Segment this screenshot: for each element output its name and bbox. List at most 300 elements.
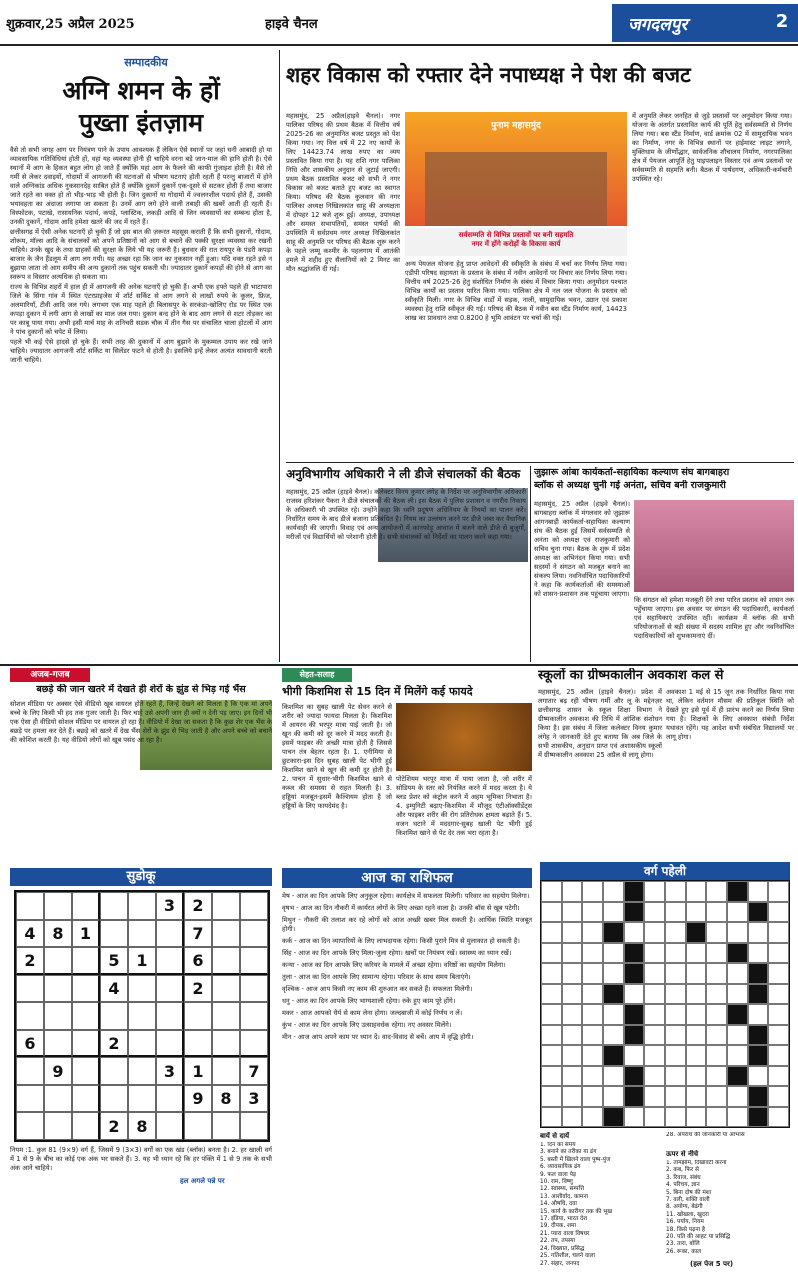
crossword-cell[interactable] xyxy=(686,1004,707,1025)
crossword-cell[interactable] xyxy=(644,1025,665,1046)
crossword-clue: 24. विख्यात, प्रसिद्ध xyxy=(540,1245,585,1252)
ajab-body: सोशल मीडिया पर अक्सर ऐसे वीडियो खूब वायरल होते रहते हैं, जिन्हें देखने को मिलता है कि एक मां अपने बच्चे के लिए किसी भी हद तक गुजर जाती है। फिर चाहे उसे अपनी जान ही क्यों न देनी पड़ जाए। इन दिनों भी एक ऐसा ही वीडियो सोशल मीडिया पर वायरल हो रहा है। वीडियो में देखा जा सकता है कि कुछ शेर एक भैंस के बछड़े पर हमला कर देते हैं। बछड़े को खतरे में देख भैंस शेरों के झुंड से भिड़ जाती है और अपने बच्चे को बचाने की कोशिश करती है। यह वीडियो लोगों को खूब पसंद आ रहा है। xyxy=(10,700,272,744)
crossword-clue: 3. बनाने का तरीका या ढंग xyxy=(540,1149,597,1156)
crossword-clue: 27. संहार, जनपद xyxy=(540,1260,580,1267)
crossword-cell[interactable] xyxy=(541,1086,562,1107)
crossword-cell[interactable] xyxy=(603,922,624,943)
rashifal-item: धनु - आज का दिन आपके लिए भाग्यशाली रहेगा। रुके हुए काम पूरे होंगे। xyxy=(282,997,456,1005)
crossword-cell[interactable] xyxy=(562,1066,583,1087)
editorial-body xyxy=(10,146,272,646)
sudoku-cell: 3 xyxy=(156,892,184,920)
sudoku-cell: 8 xyxy=(44,920,72,948)
crossword-cell[interactable] xyxy=(541,1025,562,1046)
crossword-cell[interactable] xyxy=(582,984,603,1005)
sudoku-cell xyxy=(72,1112,100,1140)
crossword-cell[interactable] xyxy=(582,902,603,923)
crossword-cell[interactable] xyxy=(727,1066,748,1087)
crossword-clue: 18. किसे पढ़ना है xyxy=(666,1226,705,1233)
sudoku-cell xyxy=(72,975,100,1003)
crossword-cell[interactable] xyxy=(706,1066,727,1087)
sudoku-cell xyxy=(128,1002,156,1030)
issue-date: शुक्रवार,25 अप्रैल 2025 xyxy=(6,17,135,32)
sudoku-cell xyxy=(212,975,240,1003)
crossword-cell[interactable] xyxy=(582,963,603,984)
crossword-clue: 12. स्वास्थ्य, सम्पत्ति xyxy=(540,1186,585,1193)
crossword-cell[interactable] xyxy=(624,1004,645,1025)
sudoku-cell xyxy=(184,1002,212,1030)
crossword-cell[interactable] xyxy=(603,1025,624,1046)
crossword-cell[interactable] xyxy=(644,943,665,964)
rashifal-label: आज का राशिफल xyxy=(282,868,532,888)
rashifal-item: मकर - आज आपको धैर्य से काम लेना होगा। जल्दबाजी में कोई निर्णय न लें। xyxy=(282,1009,463,1017)
crossword-cell[interactable] xyxy=(686,1086,707,1107)
sudoku-cell xyxy=(16,1057,44,1085)
sudoku-cell xyxy=(72,1030,100,1058)
sudoku-cell xyxy=(72,1057,100,1085)
crossword-cell[interactable] xyxy=(644,963,665,984)
crossword-cell[interactable] xyxy=(665,1107,686,1128)
raisin-photo xyxy=(396,703,532,771)
sudoku-cell xyxy=(72,947,100,975)
rashifal-item: मेष - आज का दिन आपके लिए अनुकूल रहेगा। कार्यक्षेत्र में सफलता मिलेगी। परिवार का सहयोग मिलेगा। xyxy=(282,892,530,900)
sudoku-cell xyxy=(156,1085,184,1113)
crossword-cell[interactable] xyxy=(603,1086,624,1107)
cw-right-top-clues xyxy=(666,1132,794,1148)
sudoku-cell xyxy=(184,1030,212,1058)
rashifal-item: मीन - आज आप अपने काम पर ध्यान दें। वाद-विवाद से बचें। आय में वृद्धि होगी। xyxy=(282,1033,474,1041)
crossword-cell[interactable] xyxy=(562,963,583,984)
sudoku-cell xyxy=(156,1002,184,1030)
sudoku-cell: 4 xyxy=(100,975,128,1003)
crossword-cell[interactable] xyxy=(665,1066,686,1087)
crossword-cell[interactable] xyxy=(562,1025,583,1046)
jusuk-body: महासमुंद, 25 अप्रैल (हाइवे चैनल)। बागबाहरा ब्लॉक में मंगलवार को जुझारू आंगनबाड़ी कार्यकर्ता-सहायिका कल्याण संघ की बैठक हुई जिसमें सर्वसम्मति से अनंता को अध्यक्ष एवं राजकुमारी को सचिव चुना गया। बैठक के शुरू में प्रदेश अध्यक्ष का अभिनंदन किया गया। सभी सदस्यों ने संगठन को मजबूत बनाने का संकल्प लिया। नवनिर्वाचित पदाधिकारियों ने कहा कि कार्यकर्ताओं की समस्याओं को शासन-प्रशासन तक पहुंचाया जाएगा। xyxy=(534,500,630,598)
crossword-cell[interactable] xyxy=(624,922,645,943)
crossword-cell[interactable] xyxy=(644,984,665,1005)
crossword-cell[interactable] xyxy=(706,984,727,1005)
city-name: जगदलपुर xyxy=(612,4,798,42)
sudoku-cell xyxy=(72,1002,100,1030)
crossword-cell[interactable] xyxy=(644,1045,665,1066)
crossword-cell[interactable] xyxy=(665,922,686,943)
sudoku-cell: 8 xyxy=(128,1112,156,1140)
sudoku-cell xyxy=(156,975,184,1003)
sudoku-cell: 1 xyxy=(184,1057,212,1085)
rashifal-item: मिथुन - नौकरी की तलाश कर रहे लोगों को आज अच्छी खबर मिल सकती है। आर्थिक स्थिति मजबूत होगी। xyxy=(282,916,532,933)
crossword-cell[interactable] xyxy=(768,902,789,923)
jusuk-body-2: कि संगठन को हमेशा मजबूती देंगे तथा पारित प्रस्ताव को शासन तक पहुँचाया जाएगा। इस अवसर पर संगठन की पदाधिकारी, कार्यकर्ता एवं सहायिकाएं उपस्थित रहीं। कार्यक्रम में ब्लॉक की सभी परियोजनाओं से बड़ी संख्या में सदस्य शामिल हुए और नवनिर्वाचित पदाधिकारियों को शुभकामनाएं दीं। xyxy=(634,596,794,640)
crossword-cell[interactable] xyxy=(541,1004,562,1025)
crossword-cell[interactable] xyxy=(624,943,645,964)
crossword-cell[interactable] xyxy=(541,943,562,964)
crossword-cell[interactable] xyxy=(624,1045,645,1066)
crossword-cell[interactable] xyxy=(541,963,562,984)
people-figure xyxy=(425,152,607,226)
crossword-clue: 4. परिचय, ज्ञान xyxy=(666,1182,700,1189)
page-number: 2 xyxy=(766,4,798,42)
crossword-cell[interactable] xyxy=(603,963,624,984)
sudoku-cell xyxy=(240,892,268,920)
crossword-cell[interactable] xyxy=(727,1004,748,1025)
crossword-clue: 13. आशीर्वाद, कामना xyxy=(540,1193,589,1200)
crossword-cell[interactable] xyxy=(768,922,789,943)
crossword-cell[interactable] xyxy=(665,1004,686,1025)
sudoku-cell xyxy=(212,892,240,920)
crossword-cell[interactable] xyxy=(603,1045,624,1066)
section-rule xyxy=(0,664,798,666)
rashifal-item: तुला - आज का दिन आपके लिए सामान्य रहेगा। परिवार के साथ समय बिताएंगे। xyxy=(282,973,471,981)
lead-photo-banner: पुनाम महासमुंद xyxy=(491,121,541,131)
crossword-cell[interactable] xyxy=(748,1025,769,1046)
editorial-title-1: अग्नि शमन के हों xyxy=(62,76,220,105)
lead-caption xyxy=(405,228,627,256)
crossword-clue: 25. गतिशील, चलने वाला xyxy=(540,1253,596,1260)
editorial-label: सम्पादकीय xyxy=(124,56,168,69)
crossword-cell[interactable] xyxy=(686,922,707,943)
crossword-clue: 5. बिना दोष की मंशा xyxy=(666,1189,712,1196)
sudoku-cell xyxy=(128,892,156,920)
crossword-cell[interactable] xyxy=(748,1066,769,1087)
crossword-cell[interactable] xyxy=(624,963,645,984)
sudoku-cell: 2 xyxy=(100,1112,128,1140)
crossword-cell[interactable] xyxy=(562,1107,583,1128)
sudoku-cell xyxy=(16,1002,44,1030)
rashifal-item: कुंभ - आज का दिन आपके लिए उत्साहवर्धक रहेगा। नए अवसर मिलेंगे। xyxy=(282,1021,452,1029)
crossword-cell[interactable] xyxy=(624,1107,645,1128)
crossword-cell[interactable] xyxy=(686,881,707,902)
sudoku-cell xyxy=(16,1112,44,1140)
sudoku-cell xyxy=(16,1085,44,1113)
sudoku-cell xyxy=(212,1112,240,1140)
sudoku-cell: 4 xyxy=(16,920,44,948)
crossword-cell[interactable] xyxy=(541,922,562,943)
sudoku-cell: 6 xyxy=(184,947,212,975)
sudoku-cell xyxy=(72,1085,100,1113)
crossword-cell[interactable] xyxy=(665,984,686,1005)
sudoku-cell xyxy=(184,1112,212,1140)
sudoku-cell: 8 xyxy=(212,1085,240,1113)
crossword-cell[interactable] xyxy=(727,1086,748,1107)
crossword-cell[interactable] xyxy=(624,1025,645,1046)
crossword-cell[interactable] xyxy=(665,1025,686,1046)
sudoku-label: सुडोकू xyxy=(10,868,272,886)
sudoku-cell xyxy=(240,1112,268,1140)
sudoku-cell xyxy=(128,1057,156,1085)
ajab-label: अजब-गजब xyxy=(10,668,90,682)
editorial-para-3: राज्य के विभिन्न शहरों में हाल ही में आगजनी की अनेक घटनाएँ हो चुकी हैं। अभी एक हफ्ते पहले ही भाटापारा जिले के सिंगा गांव में स्थित एंटरप्राइजेस में शॉर्ट सर्किट से आग लगने से लाखों रुपये के कूलर, फ्रिज, अलमारियाँ, टीवी आदि जल गये। लगभग एक माह पहले ही बिलासपुर के सरकंडा-खोलिए रोड पर स्थित एक कपड़ा दुकान में लगी आग से लाखों का माल जल गया। दुकान बन्द होने के बाद आग लगने से शटर तोड़कर का पर काबू पाया गया। अभी इसी मार्च माह के शनिचरी सडक चौक में तीन गैस पर संचालित चाला होटलों में आग ने पांच दुकानों को चपेट में लिया। xyxy=(10,283,272,336)
crossword-clue: 16. पर्याय, नियम xyxy=(666,1219,704,1226)
crossword-cell[interactable] xyxy=(644,1107,665,1128)
crossword-cell[interactable] xyxy=(541,1066,562,1087)
crossword-cell[interactable] xyxy=(562,902,583,923)
crossword-cell[interactable] xyxy=(603,1066,624,1087)
crossword-cell[interactable] xyxy=(706,963,727,984)
crossword-cell[interactable] xyxy=(562,943,583,964)
crossword-cell[interactable] xyxy=(706,1025,727,1046)
crossword-cell[interactable] xyxy=(748,922,769,943)
crossword-cell[interactable] xyxy=(582,922,603,943)
crossword-cell[interactable] xyxy=(706,943,727,964)
crossword-clue: 21. प्यारा वाला विषधर xyxy=(540,1230,590,1237)
crossword-cell[interactable] xyxy=(603,1107,624,1128)
vargpaheli-label: वर्ग पहेली xyxy=(540,862,790,880)
crossword-cell[interactable] xyxy=(706,1086,727,1107)
sudoku-cell: 5 xyxy=(100,947,128,975)
crossword-cell[interactable] xyxy=(768,1086,789,1107)
sudoku-cell xyxy=(16,975,44,1003)
school-body: महासमुंद, 25 अप्रैल (हाइवे चैनल)। प्रदेश में लगातार बढ़ रही भीषण गर्मी और लू के मद्देनज़र छत्तीसगढ़ शासन के स्कूल शिक्षा विभाग ने ग्रीष्मकालीन अवकाश की तिथि में आंशिक संशोधन किया है। इस संबंध में जिला कलेक्टर विनय कुमार लंगेह ने जानकारी देते हुए बताया कि अब जिले के सभी शासकीय, अनुदान प्राप्त एवं अशासकीय स्कूलों में ग्रीष्मकालीन अवकाश 25 अप्रैल से लागू होगा। xyxy=(538,688,662,759)
crossword-cell[interactable] xyxy=(562,881,583,902)
crossword-cell[interactable] xyxy=(768,1025,789,1046)
crossword-cell[interactable] xyxy=(686,1107,707,1128)
crossword-cell[interactable] xyxy=(624,1066,645,1087)
lead-rule xyxy=(286,462,794,463)
crossword-cell[interactable] xyxy=(562,1004,583,1025)
crossword-clue: 5. बस्ती में खिलने वाला पुष्प-पुंज xyxy=(540,1156,611,1163)
crossword-cell[interactable] xyxy=(541,902,562,923)
crossword-cell[interactable] xyxy=(665,902,686,923)
crossword-cell[interactable] xyxy=(706,1107,727,1128)
crossword-cell[interactable] xyxy=(748,1086,769,1107)
crossword-cell[interactable] xyxy=(644,922,665,943)
crossword-cell[interactable] xyxy=(748,1045,769,1066)
rashifal-list xyxy=(282,892,532,1268)
sudoku-cell xyxy=(240,947,268,975)
crossword-cell[interactable] xyxy=(582,943,603,964)
crossword-cell[interactable] xyxy=(686,984,707,1005)
crossword-cell[interactable] xyxy=(562,1045,583,1066)
crossword-cell[interactable] xyxy=(768,943,789,964)
sudoku-cell xyxy=(128,975,156,1003)
crossword-cell[interactable] xyxy=(644,1086,665,1107)
crossword-cell[interactable] xyxy=(748,1107,769,1128)
crossword-cell[interactable] xyxy=(686,963,707,984)
crossword-cell[interactable] xyxy=(768,881,789,902)
crossword-cell[interactable] xyxy=(727,881,748,902)
crossword-cell[interactable] xyxy=(644,902,665,923)
crossword-cell[interactable] xyxy=(603,902,624,923)
crossword-cell[interactable] xyxy=(748,1004,769,1025)
crossword-cell[interactable] xyxy=(768,1107,789,1128)
column-rule-2 xyxy=(530,466,531,662)
sudoku-cell xyxy=(44,892,72,920)
crossword-cell[interactable] xyxy=(727,984,748,1005)
crossword-cell[interactable] xyxy=(644,1066,665,1087)
crossword-cell[interactable] xyxy=(686,1045,707,1066)
rashifal-item: कन्या - आज का दिन आपके लिए करियर के मामले में अच्छा रहेगा। वरिष्ठों का सहयोग मिलेगा। xyxy=(282,961,506,969)
crossword-cell[interactable] xyxy=(665,943,686,964)
sudoku-cell xyxy=(72,892,100,920)
crossword-cell[interactable] xyxy=(582,1025,603,1046)
crossword-cell[interactable] xyxy=(665,881,686,902)
sehat-body-2: पोटेशियम भरपूर मात्रा में पाया जाता है, जो शरीर में सोडियम के स्तर को नियंत्रित करने में मदद करता है। ये ब्लड प्रेशर को कंट्रोल करने में अहम भूमिका निभाता है। 4. इम्युनिटी बढ़ाए-किशमिश में मौजूद एंटीऑक्सीडेंट्स और फाइबर शरीर की रोग प्रतिरोधक क्षमता बढ़ाते हैं। 5. वजन घटाने में मददगार-सुबह खाली पेट भीगी हुई किशमिश खाने से पेट देर तक भरा रहता है। xyxy=(396,775,532,837)
crossword-cell[interactable] xyxy=(582,1066,603,1087)
column-rule xyxy=(279,50,280,662)
sudoku-cell xyxy=(44,1112,72,1140)
jusuk-headline-2: ब्लॉक से अध्यक्ष चुनी गई अनंता, सचिव बनी राजकुमारी xyxy=(534,480,726,491)
editorial-para-2: छत्तीसगढ़ में ऐसी अनेक घटनाएँ हो चुकी हैं जो इस बात की ज़रूरत महसूस कराती हैं कि सभी दुकानों, गोदाम, शोरूम, मॉल्स आदि के संचालकों को अपने प्रतिष्ठानों को आग से बचाने की पक्की सुरक्षा व्यवस्था कर रखनी चाहिये। उनके खुद के तथा ग्राहकों की सुरक्षा के लिये भी यह जरूरी है। बुधवार की रात रायपुर के पंडरी कपड़ा बाजार के जैन हैंडलूम में आग लग गयी। यह अच्छा रहा कि जान का नुकसान नहीं हुआ। यदि वक्त रहते इसे न बुझाया जाता तो आग समीप की अन्य दुकानों तक पहुंच सकती थी। ज्यादातर दुकानें कपड़ों की होने से आग का स्वरूप व विस्तार अत्यधिक हो सकता था। xyxy=(10,228,272,281)
school-headline: स्कूलों का ग्रीष्मकालीन अवकाश कल से xyxy=(538,668,724,683)
crossword-clue: 9. फल वाला पेड़ xyxy=(540,1171,577,1178)
sudoku-cell: 6 xyxy=(16,1030,44,1058)
editorial-title-2: पुख्ता इंतज़ाम xyxy=(78,108,204,137)
crossword-cell[interactable] xyxy=(541,984,562,1005)
crossword-cell[interactable] xyxy=(665,963,686,984)
crossword-cell[interactable] xyxy=(665,1086,686,1107)
crossword-cell[interactable] xyxy=(706,1045,727,1066)
anuvibhag-headline: अनुविभागीय अधिकारी ने ली डीजे संचालकों की बैठक xyxy=(286,467,521,481)
anuvibhag-body: महासमुंद, 25 अप्रैल (हाइवे चैनल)। कलेक्टर विनय कुमार लंगेह के निर्देश पर अनुविभागीय अधिकारी राजस्व हरिशंकर पैकरा ने डीजे संचालकों की बैठक ली। इस बैठक में पुलिस प्रशासन व नगरीय निकाय के अधिकारी भी उपस्थित रहे। उन्होंने कहा कि ध्वनि प्रदूषण अधिनियम के नियमों का पालन करें। निर्धारित समय के बाद डीजे बजाना प्रतिबंधित है। नियम का उल्लंघन करने पर डीजे जब्त कर वैधानिक कार्यवाही की जाएगी। विवाह एवं अन्य आयोजनों में कानफोड़ू आवाज में बजने वाले डीजे से बुजुर्गों, मरीजों एवं विद्यार्थियों को परेशानी होती है। सभी संचालकों को निर्देशों का पालन करने कहा गया। xyxy=(286,488,526,541)
crossword-cell[interactable] xyxy=(768,1045,789,1066)
lead-caption-2: नगर में होंगे करोड़ों के विकास कार्य xyxy=(471,240,561,248)
crossword-cell[interactable] xyxy=(624,902,645,923)
crossword-cell[interactable] xyxy=(562,922,583,943)
sudoku-cell: 2 xyxy=(100,1030,128,1058)
crossword-cell[interactable] xyxy=(624,984,645,1005)
crossword-cell[interactable] xyxy=(748,963,769,984)
crossword-cell[interactable] xyxy=(768,984,789,1005)
sudoku-cell xyxy=(100,1085,128,1113)
crossword-cell[interactable] xyxy=(644,881,665,902)
sudoku-cell: 2 xyxy=(184,975,212,1003)
jusuk-photo xyxy=(634,500,794,592)
crossword-cell[interactable] xyxy=(603,984,624,1005)
crossword-cell[interactable] xyxy=(748,902,769,923)
crossword-clue: 11. खोखला, खुदरा xyxy=(666,1211,709,1218)
crossword-cell[interactable] xyxy=(665,1045,686,1066)
sudoku-cell xyxy=(100,1057,128,1085)
crossword-cell[interactable] xyxy=(727,1045,748,1066)
editorial-para-4: पहले भी कई ऐसे हादसे हो चुके हैं। सभी तरह की दुकानों में आग बुझाने के मुकम्मल उपाय कर रखे जाने चाहिये। ज्यादातर आगजनी शॉर्ट सर्किट या सिलेंडर फटने से होती है। इसलिये इन्हें लेकर अत्यंत सावधानी बरती जानी चाहिये। xyxy=(10,338,272,364)
school-body-2: अवकाश 1 मई से 15 जून तक निर्धारित किया गया था, लेकिन वर्तमान मौसम की प्रतिकूल स्थिति को देखते हुए इसे पूर्व में ही प्रारंभ करने का निर्णय लिया गया है। शिक्षकों के लिए अवकाश संबंधी निर्देश यथावत रहेंगे। यह आदेश सभी संबंधित विद्यालयों पर लागू होगा। xyxy=(666,688,794,741)
crossword-clue: 17. इंडिया, भारत देश xyxy=(540,1216,588,1223)
crossword-cell[interactable] xyxy=(748,881,769,902)
crossword-cell[interactable] xyxy=(603,881,624,902)
paper-name: हाइवे चैनल xyxy=(265,17,318,32)
crossword-cell[interactable] xyxy=(541,1045,562,1066)
crossword-cell[interactable] xyxy=(768,1066,789,1087)
crossword-cell[interactable] xyxy=(582,1086,603,1107)
crossword-cell[interactable] xyxy=(603,943,624,964)
sudoku-cell: 1 xyxy=(128,947,156,975)
sudoku-cell xyxy=(44,1030,72,1058)
sudoku-cell: 2 xyxy=(184,892,212,920)
crossword-cell[interactable] xyxy=(706,1004,727,1025)
sudoku-cell: 3 xyxy=(240,1085,268,1113)
cw-answer-note: (हल पेज 5 पर) xyxy=(690,1260,734,1268)
crossword-cell[interactable] xyxy=(644,1004,665,1025)
crossword-cell[interactable] xyxy=(686,902,707,923)
sudoku-cell xyxy=(212,947,240,975)
header-rule xyxy=(0,44,798,46)
sehat-headline: भीगी किशमिश से 15 दिन में मिलेंगे कई फायदे xyxy=(282,685,473,698)
sudoku-cell xyxy=(212,1030,240,1058)
crossword-cell[interactable] xyxy=(727,1107,748,1128)
crossword-cell[interactable] xyxy=(582,1107,603,1128)
sudoku-grid xyxy=(14,890,270,1142)
crossword-cell[interactable] xyxy=(603,1004,624,1025)
crossword-cell[interactable] xyxy=(582,1045,603,1066)
crossword-cell[interactable] xyxy=(541,881,562,902)
crossword-cell[interactable] xyxy=(768,963,789,984)
rashifal-item: वृषभ - आज का दिन नौकरी में कार्यरत लोगों के लिए अच्छा रहने वाला है। उनकी बॉस से खूब पटेगी। xyxy=(282,904,520,912)
lead-col-3: में अनुमति लेकर जनहित से जुड़े प्रस्तावों पर अनुमोदन किया गया। योजना के अंतर्गत प्रस्तावित कार्य की पूर्ति हेतु सर्वसम्मति से निर्णय लिया गया। बस स्टैंड निर्माण, वार्ड क्रमांक 02 में सामुदायिक भवन का निर्माण, नगर के विभिन्न स्थानों पर हाईमास्ट लाइट लगाने, मुक्तिधाम के जीर्णोद्धार, सार्वजनिक शौचालय निर्माण, नगरपालिका क्षेत्र में पेयजल आपूर्ति हेतु पाइपलाइन विस्तार एवं अन्य प्रस्तावों पर सर्वसम्मति से सहमति बनी। बैठक में पार्षदगण, अधिकारी-कर्मचारी उपस्थित रहे। xyxy=(632,112,792,183)
crossword-cell[interactable] xyxy=(562,984,583,1005)
jusuk-headline-1: जुझारू आंबा कार्यकर्ता-सहायिका कल्याण संघ बागबाहरा xyxy=(534,467,730,478)
crossword-clue: 6. व्यावसायिक ढंग xyxy=(540,1164,581,1171)
rashifal-item: कर्क - आज का दिन व्यापारियों के लिए लाभदायक रहेगा। किसी पुराने मित्र से मुलाकात हो सकती है। xyxy=(282,937,520,945)
crossword-clue: 1. दिन का समय xyxy=(540,1142,576,1148)
crossword-cell[interactable] xyxy=(706,922,727,943)
lead-photo xyxy=(405,112,627,226)
sudoku-cell xyxy=(100,1002,128,1030)
crossword-cell[interactable] xyxy=(541,1107,562,1128)
crossword-cell[interactable] xyxy=(706,881,727,902)
sudoku-cell xyxy=(156,920,184,948)
lead-headline: शहर विकास को रफ्तार देने नपाध्यक्ष ने पेश की बजट xyxy=(286,63,691,87)
crossword-cell[interactable] xyxy=(727,963,748,984)
sudoku-cell: 9 xyxy=(184,1085,212,1113)
crossword-cell[interactable] xyxy=(686,1066,707,1087)
crossword-cell[interactable] xyxy=(706,902,727,923)
cw-right-clues xyxy=(666,1160,794,1260)
sudoku-cell: 7 xyxy=(240,1057,268,1085)
crossword-cell[interactable] xyxy=(686,943,707,964)
sudoku-cell xyxy=(44,947,72,975)
sudoku-cell: 2 xyxy=(16,947,44,975)
sudoku-cell xyxy=(44,1085,72,1113)
sudoku-cell xyxy=(240,920,268,948)
sudoku-cell xyxy=(128,920,156,948)
crossword-cell[interactable] xyxy=(562,1086,583,1107)
crossword-clue: 15. कार्य के कारीगर तक की भूख xyxy=(540,1208,613,1215)
sehat-body: किशमिश का सुबह खाली पेट सेवन करने से शरीर को ज्यादा फायदा मिलता है। किशमिश में आयरन की भरपूर मात्रा पाई जाती है। जो खून की कमी को दूर करने में मदद करती है। इसमें फाइबर की अच्छी मात्रा होती है जिससे पाचन तंत्र बेहतर रहता है। 1. एनीमिया से छुटकारा-इस दिन सुबह खाली पेट भीगी हुई किशमिश खाने से खून की कमी दूर होती है। 2. पाचन में सुधार-भीगी किशमिश खाने से कब्ज की समस्या से राहत मिलती है। 3. हड्डियां मजबूत-इसमें कैल्शियम होता है जो हड्डियों के लिए फायदेमंद है। xyxy=(282,703,392,810)
editorial-para-1: वैसे तो सभी जगह आग पर नियंत्रण पाने के उपाय आवश्यक हैं लेकिन ऐसे स्थानों पर जहां घनी आबादी हो या व्यावसायिक गतिविधियां होती हों, वहां यह व्यवस्था होनी ही चाहिये वरना बड़े जान-माल की हानि होती है। ऐसे स्थानों में आग के हिकत बहुत लोग हो जाते हैं क्योंकि यहां आग के फैलने की काफी गुंजाइश होती है। वैसे तो गर्मी से लेकर दवाइयों, गोदामों में आगजनी की घटनाओं से भीषण घटनाएं होती रहती हैं परन्तु बाजारों में होने वाले अग्निकांड अधिक नुकसानदेह साबित होते हैं क्योंकि दुकानें दुकानें एक-दूसरे से सटकर होती हैं तथा बाजार जाते रहते का वक्त हो तो भीड़-भाड़ भी होती है। जिन दुकानों या गोदामों में ज्वलनशील पदार्थ होते हैं, उसकी भयावहता का अंदाजा लगाया जा सकता है। उनमें आग लगे होने वाली तबाही की खबरें आती ही रहती हैं। विस्फोटक, पटाखे, रासायनिक पदार्थ, कपड़े, प्लास्टिक, लकड़ी आदि से जिन व्यवसायों का सम्बन्ध होता है, उनकी दुकानें, गोदाम आदि हमेशा खतरे की जद में रहते हैं। xyxy=(10,146,272,226)
ajab-headline: बछड़े की जान खतरे में देखते ही शेरों के झुंड से भिड़ गई भैंस xyxy=(36,684,246,695)
crossword-cell[interactable] xyxy=(582,1004,603,1025)
cw-left-clues xyxy=(540,1142,662,1270)
rashifal-item: सिंह - आज का दिन आपके लिए मिला-जुला रहेगा। खर्चों पर नियंत्रण रखें। स्वास्थ्य का ध्यान रखें। xyxy=(282,949,512,957)
crossword-cell[interactable] xyxy=(727,1025,748,1046)
crossword-clue: 8. अयोग्य, बेढंगी xyxy=(666,1204,703,1211)
sudoku-cell: 9 xyxy=(44,1057,72,1085)
lead-col-1: महासमुंद, 25 अप्रैल(हाइवे चैनल)। नगर पालिका परिषद की प्रथम बैठक में वित्तीय वर्ष 2025-26 का अनुमानित बजट प्रस्तुत को पेश किया गया। नए वित्त वर्ष में 22 नए कार्यों के लिए 14423.74 लाख रुपए का व्यय प्रस्तावित किया गया है। यह राशि नगर पालिका निधि और शासकीय अनुदान से जुटाई जाएगी। प्रथम बैठक प्रस्तावित बजट को सभी ने नगर विकास को बजट बताते हुए बजट का स्वागत किया। परिषद की बैठक कुलवान की नगर पालिका अध्यक्ष निखिलकांत साहू की अध्यक्षता में दोपहर 12 बजे शुरू हुई। अध्यक्ष, उपाध्यक्ष और समस्त सभापतियों, समस्त पार्षदों की उपस्थिति में सर्वप्रथम नगर अध्यक्ष निखिलकांत साहू की अनुमति पर परिषद की बैठक शुरू करने के पहले जम्मू कश्मीर के पहलगाम में आतंकी हमले में शहीद हुए सैलानियों को 2 मिनट का मौन श्रद्धांजलि दी गई। xyxy=(286,112,400,273)
crossword-cell[interactable] xyxy=(624,881,645,902)
crossword-cell[interactable] xyxy=(624,1086,645,1107)
crossword-clue: 7. वली, शक्ति वाली xyxy=(666,1197,710,1204)
crossword-clue: 20. पति की आहट या प्रसिद्धि xyxy=(666,1234,731,1241)
crossword-cell[interactable] xyxy=(727,922,748,943)
crossword-cell[interactable] xyxy=(727,902,748,923)
sudoku-cell: 7 xyxy=(184,920,212,948)
crossword-cell[interactable] xyxy=(582,881,603,902)
crossword-cell[interactable] xyxy=(748,984,769,1005)
sudoku-cell: 3 xyxy=(156,1057,184,1085)
crossword-clue: 28. अपराध की जानकारी या आभास xyxy=(666,1132,745,1138)
crossword-clue: 3. रिवाज, संबंध xyxy=(666,1174,701,1181)
sudoku-cell xyxy=(156,1112,184,1140)
sudoku-cell xyxy=(212,920,240,948)
crossword-cell[interactable] xyxy=(768,1004,789,1025)
sudoku-cell xyxy=(44,1002,72,1030)
lead-col-2: अन्य पेयजल योजना हेतु प्राप्त आवेदनों की स्वीकृति के संबंध में चर्चा कर निर्णय लिया गया। एडीपी परिषद सहायता के प्रस्ताव के संबंध में नवीन आवेदनों पर विचार कर निर्णय लिया गया। वित्तीय वर्ष 2025-26 हेतु संशोधित निर्माण के संबंध में विचार किया गया। अनुमोदन पश्चात विभिन्न कार्यों का प्रस्ताव पारित किया गया। पालिका क्षेत्र में नल जल योजना के प्रस्ताव को स्वीकृति मिली। नगर के विभिन्न वार्डों में सड़क, नाली, सामुदायिक भवन, उद्यान एवं प्रकाश व्यवस्था हेतु राशि स्वीकृत की गई। परिषद की बैठक में नवीन बस स्टैंड निर्माण कार्य, 14423 लाख का प्रावधान तथा 0.8200 हे भूमि आवंटन पर चर्चा की गई। xyxy=(405,260,627,322)
sudoku-cell xyxy=(16,892,44,920)
crossword-clue: 1. तामझाम, दिखावटी करना xyxy=(666,1160,727,1166)
sudoku-cell: 1 xyxy=(72,920,100,948)
crossword-cell[interactable] xyxy=(727,943,748,964)
crossword-cell[interactable] xyxy=(686,1025,707,1046)
crossword-cell[interactable] xyxy=(748,943,769,964)
